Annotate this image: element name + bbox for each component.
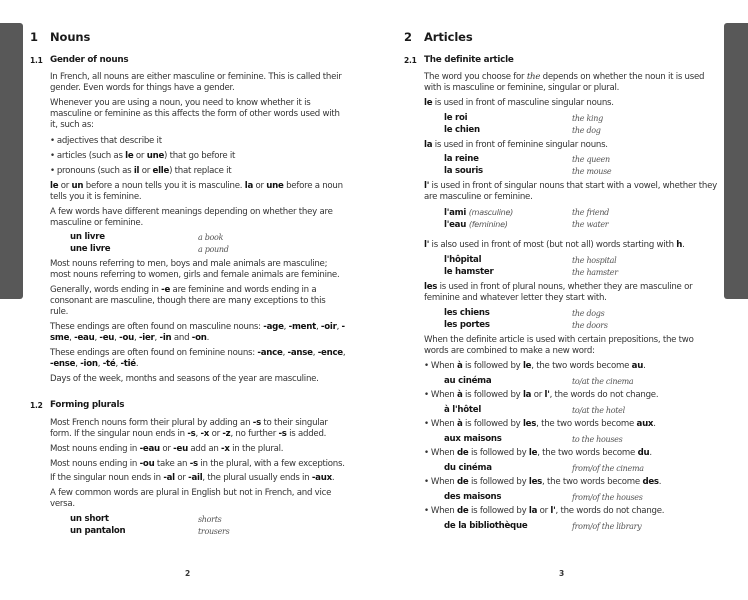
paragraph: Most nouns referring to men, boys and male animals are masculine; most nouns referring to women, girls and female animals are feminine. <box>50 259 340 281</box>
french-term: un short <box>70 514 109 524</box>
bullet-item: • When de is followed by les, the two words become des. <box>424 477 720 488</box>
bullet-item: • articles (such as le or une) that go before it <box>50 151 346 162</box>
section-number: 1.1 <box>30 56 43 65</box>
english-translation: to/at the cinema <box>572 377 634 386</box>
chapter-number: 1 <box>30 30 38 44</box>
paragraph: Generally, words ending in -e are feminine and words ending in a consonant are masculine, though there are many exceptions to this rule. <box>50 285 326 318</box>
paragraph: These endings are often found on masculine nouns: -age, -ment, -oir, -sme, -eau, -eu, -ou, -ier, -in and -on. <box>50 322 345 344</box>
english-translation: the doors <box>572 321 608 330</box>
paragraph: l' is also used in front of most (but not all) words starting with h. <box>424 240 685 250</box>
paragraph: A few common words are plural in English but not in French, and vice versa. <box>50 488 332 510</box>
english-translation: shorts <box>198 515 222 524</box>
french-term: l'hôpital <box>444 255 482 265</box>
paragraph: If the singular noun ends in -al or -ail, the plural usually ends in -aux. <box>50 473 335 483</box>
right-page <box>374 0 748 600</box>
english-translation: the dog <box>572 126 601 135</box>
section-title: Gender of nouns <box>50 55 129 65</box>
section-number: 2.1 <box>404 56 417 65</box>
french-term: de la bibliothèque <box>444 521 528 531</box>
bullet-item: • pronouns (such as il or elle) that replace it <box>50 166 346 177</box>
french-term: une livre <box>70 244 111 254</box>
french-term: le chien <box>444 125 480 135</box>
chapter-title: Nouns <box>50 30 91 44</box>
paragraph: l' is used in front of singular nouns that start with a vowel, whether they are masculine or feminine. <box>424 181 717 203</box>
french-term: les chiens <box>444 308 490 318</box>
page-number: 2 <box>185 569 190 578</box>
english-translation: the dogs <box>572 309 605 318</box>
bullet-item: • When à is followed by les, the two words become aux. <box>424 419 720 430</box>
page-number: 3 <box>559 569 564 578</box>
paragraph: le or un before a noun tells you it is masculine. la or une before a noun tells you it is feminine. <box>50 181 343 203</box>
paragraph: The word you choose for the depends on whether the noun it is used with is masculine or feminine, singular or plural. <box>424 72 705 94</box>
english-translation: the king <box>572 114 603 123</box>
paragraph: Most nouns ending in -ou take an -s in the plural, with a few exceptions. <box>50 459 345 469</box>
paragraph: la is used in front of feminine singular nouns. <box>424 140 608 150</box>
french-term: le hamster <box>444 267 494 277</box>
paragraph: Days of the week, months and seasons of the year are masculine. <box>50 374 319 384</box>
french-term: les portes <box>444 320 490 330</box>
french-term: la souris <box>444 166 483 176</box>
english-translation: a pound <box>198 245 229 254</box>
french-term: l'eau (feminine) <box>444 220 508 230</box>
french-term: au cinéma <box>444 376 492 386</box>
french-term: le roi <box>444 113 468 123</box>
paragraph: A few words have different meanings depending on whether they are masculine or feminine. <box>50 207 333 229</box>
french-term: la reine <box>444 154 479 164</box>
english-translation: to the houses <box>572 435 623 444</box>
french-term: un livre <box>70 232 105 242</box>
english-translation: the mouse <box>572 167 612 176</box>
bullet-item: • When à is followed by la or l', the words do not change. <box>424 390 720 401</box>
english-translation: the friend <box>572 208 609 217</box>
english-translation: from/of the cinema <box>572 464 644 473</box>
english-translation: from/of the houses <box>572 493 643 502</box>
paragraph: Most nouns ending in -eau or -eu add an -x in the plural. <box>50 444 284 454</box>
paragraph: Whenever you are using a noun, you need to know whether it is masculine or feminine as this affects the form of other words used with it, such as: <box>50 98 340 131</box>
section-title: Forming plurals <box>50 400 125 410</box>
english-translation: the hospital <box>572 256 617 265</box>
bullet-item: • When à is followed by le, the two words become au. <box>424 361 720 372</box>
paragraph: In French, all nouns are either masculine or feminine. This is called their gender. Even words for things have a gender. <box>50 72 342 94</box>
english-translation: from/of the library <box>572 522 642 531</box>
paragraph: Most French nouns form their plural by adding an -s to their singular form. If the singular noun ends in -s, -x or -z, no further -s is added. <box>50 418 328 440</box>
english-translation: to/at the hotel <box>572 406 625 415</box>
chapter-title: Articles <box>424 30 473 44</box>
french-term: du cinéma <box>444 463 492 473</box>
french-term: l'ami (masculine) <box>444 208 514 218</box>
paragraph: les is used in front of plural nouns, whether they are masculine or feminine and whatever letter they start with. <box>424 282 693 304</box>
english-translation: the water <box>572 220 609 229</box>
french-term: à l'hôtel <box>444 405 482 415</box>
french-term: des maisons <box>444 492 502 502</box>
bullet-item: • When de is followed by le, the two words become du. <box>424 448 720 459</box>
english-translation: trousers <box>198 527 230 536</box>
section-number: 1.2 <box>30 401 43 410</box>
section-title: The definite article <box>424 55 514 65</box>
bullet-item: • When de is followed by la or l', the words do not change. <box>424 506 720 517</box>
french-term: un pantalon <box>70 526 126 536</box>
chapter-number: 2 <box>404 30 412 44</box>
bullet-item: • adjectives that describe it <box>50 136 346 147</box>
english-translation: the hamster <box>572 268 618 277</box>
english-translation: the queen <box>572 155 610 164</box>
paragraph: le is used in front of masculine singular nouns. <box>424 98 614 108</box>
english-translation: a book <box>198 233 224 242</box>
french-term: aux maisons <box>444 434 502 444</box>
paragraph: These endings are often found on feminine nouns: -ance, -anse, -ence, -ense, -ion, -té, -tié. <box>50 348 346 370</box>
paragraph: When the definite article is used with certain prepositions, the two words are combined to make a new word: <box>424 335 694 357</box>
